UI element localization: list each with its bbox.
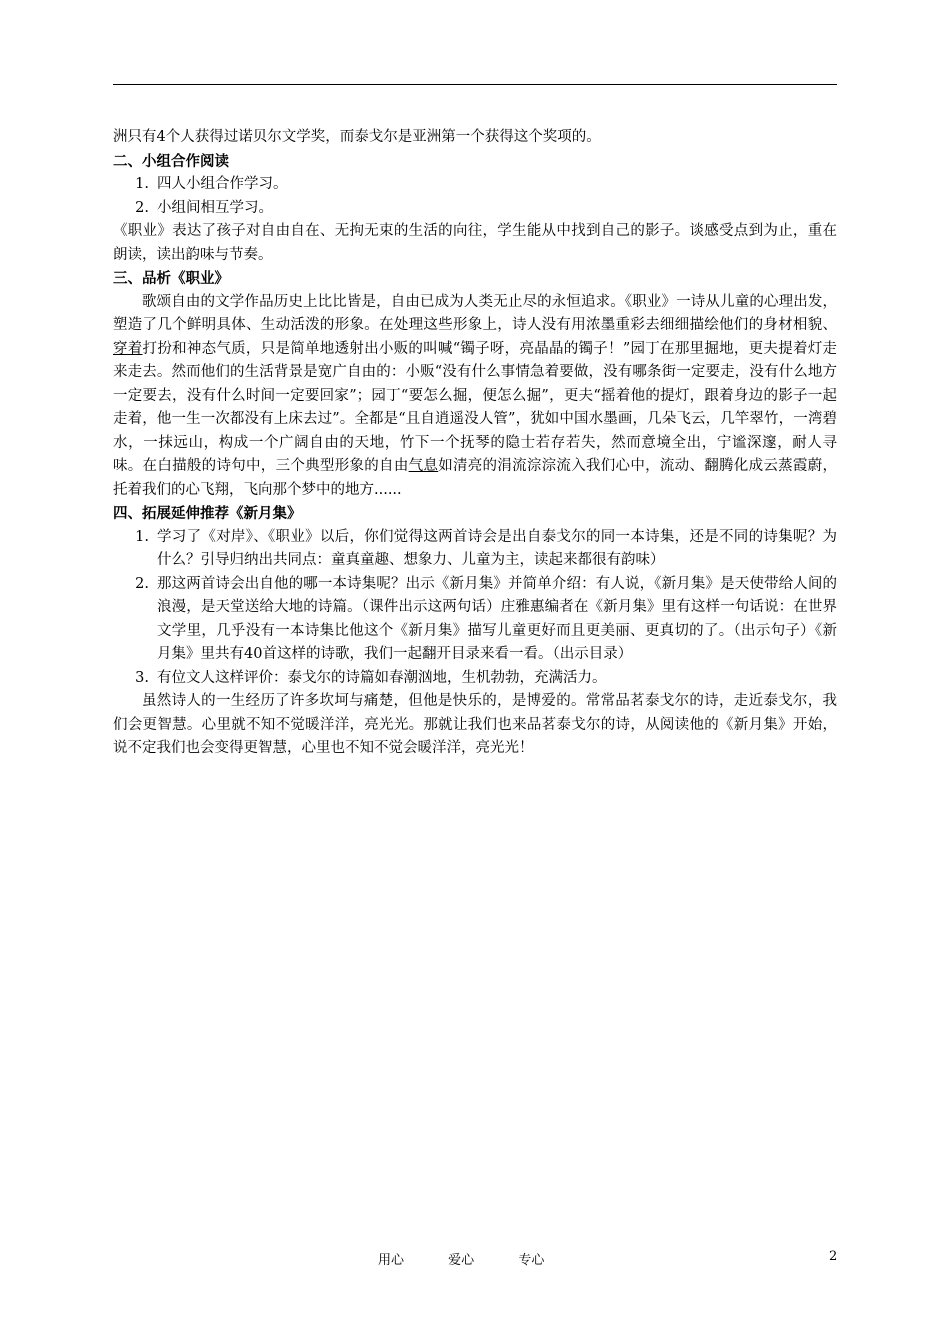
footer-word: 爱心 <box>448 1253 475 1268</box>
list-item <box>113 526 837 573</box>
intro-paragraph: 洲只有4个人获得过诺贝尔文学奖，而泰戈尔是亚洲第一个获得这个奖项的。 <box>113 129 601 145</box>
list-text: 四人小组合作学习。 <box>157 176 288 192</box>
text-run: 歌颂自由的文学作品历史上比比皆是，自由已成为人类无止尽的永恒追求。《职业》一诗从儿童的心理出发，塑造了几个鲜明具体、生动活泼的形象。在处理这些形象上，诗人没有用浓墨重彩去细细描绘他们的身材相貌、 <box>113 293 837 333</box>
section-3-heading: 三、品析《职业》 <box>113 270 229 287</box>
underlined-word: 穿着 <box>113 340 143 357</box>
list-text: 那这两首诗会出自他的哪一本诗集呢？出示《新月集》并简单介绍：有人说，《新月集》是天使带给人间的浪漫，是天堂送给大地的诗篇。（课件出示这两句话）庄雅惠编者在《新月集》里有这样一句话说：在世界文学里，几乎没有一本诗集比他这个《新月集》描写儿童更好而且更美丽、更真切的了。（出示句子）《新月集》里共有40首这样的诗歌，我们一起翻开目录来看一看。（出示目录） <box>157 575 837 662</box>
header-rule <box>113 84 837 85</box>
list-number: 2. <box>135 199 149 216</box>
list-item <box>113 667 837 691</box>
list-number: 1. <box>135 528 149 545</box>
list-item <box>113 173 837 197</box>
section-4-heading: 四、拓展延伸推荐《新月集》 <box>113 505 302 522</box>
section-3-paragraph <box>113 291 837 503</box>
list-text: 小组间相互学习。 <box>157 199 273 216</box>
page-number: 2 <box>829 1249 838 1264</box>
list-number: 3. <box>135 669 149 686</box>
list-number: 1. <box>135 176 149 192</box>
text-run: 如清亮的涓流淙淙流入我们心中，流动、翻腾化成云蒸霞蔚，托着我们的心飞翔，飞向那个梦中的地方...... <box>113 458 837 498</box>
list-item <box>113 573 837 667</box>
list-number: 2. <box>135 575 149 592</box>
document-body <box>113 126 837 761</box>
closing-paragraph: 虽然诗人的一生经历了许多坎坷与痛楚，但他是快乐的，是博爱的。常常品茗泰戈尔的诗，走近泰戈尔，我们会更智慧。心里就不知不觉暖洋洋，亮光光。那就让我们也来品茗泰戈尔的诗，从阅读他的《新月集》开始，说不定我们也会变得更智慧，心里也不知不觉会暖洋洋，亮光光！ <box>113 693 837 756</box>
list-text: 有位文人这样评价：泰戈尔的诗篇如春潮汹地，生机勃勃，充满活力。 <box>157 669 607 686</box>
footer-word: 用心 <box>378 1253 405 1268</box>
footer-word: 专心 <box>518 1253 545 1268</box>
section-2-paragraph: 《职业》表达了孩子对自由自在、无拘无束的生活的向往，学生能从中找到自己的影子。谈感受点到为止，重在朗读，读出韵味与节奏。 <box>113 223 837 263</box>
list-text: 学习了《对岸》、《职业》以后，你们觉得这两首诗会是出自泰戈尔的同一本诗集，还是不同的诗集呢？为什么？引导归纳出共同点：童真童趣、想象力、儿童为主，读起来都很有韵味） <box>157 528 837 568</box>
section-2-heading: 二、小组合作阅读 <box>113 152 229 170</box>
underlined-word: 气息 <box>408 458 439 474</box>
text-run: 打扮和神态气质，只是简单地透射出小贩的叫喊“镯子呀，亮晶晶的镯子！”园丁在那里掘地，更夫提着灯走来走去。然而他们的生活背景是宽广自由的：小贩“没有什么事情急着要做，没有哪条街一定要走，没有什么地方一定要去，没有什么时间一定要回家”；园丁“要怎么掘，便怎么掘”，更夫“摇着他的提灯，跟着身边的影子一起走着，他一生一次都没有上床去过”。全都是“且自逍遥没人管”，犹如中国水墨画，几朵飞云，几竿翠竹，一湾碧水，一抹远山，构成一个广阔自由的天地，竹下一个抚琴的隐士若存若失，然而意境全出，宁谧深邃，耐人寻味。在白描般的诗句中，三个典型形象的自由 <box>113 340 838 474</box>
footer-motto <box>378 1249 584 1268</box>
list-item <box>113 197 837 221</box>
